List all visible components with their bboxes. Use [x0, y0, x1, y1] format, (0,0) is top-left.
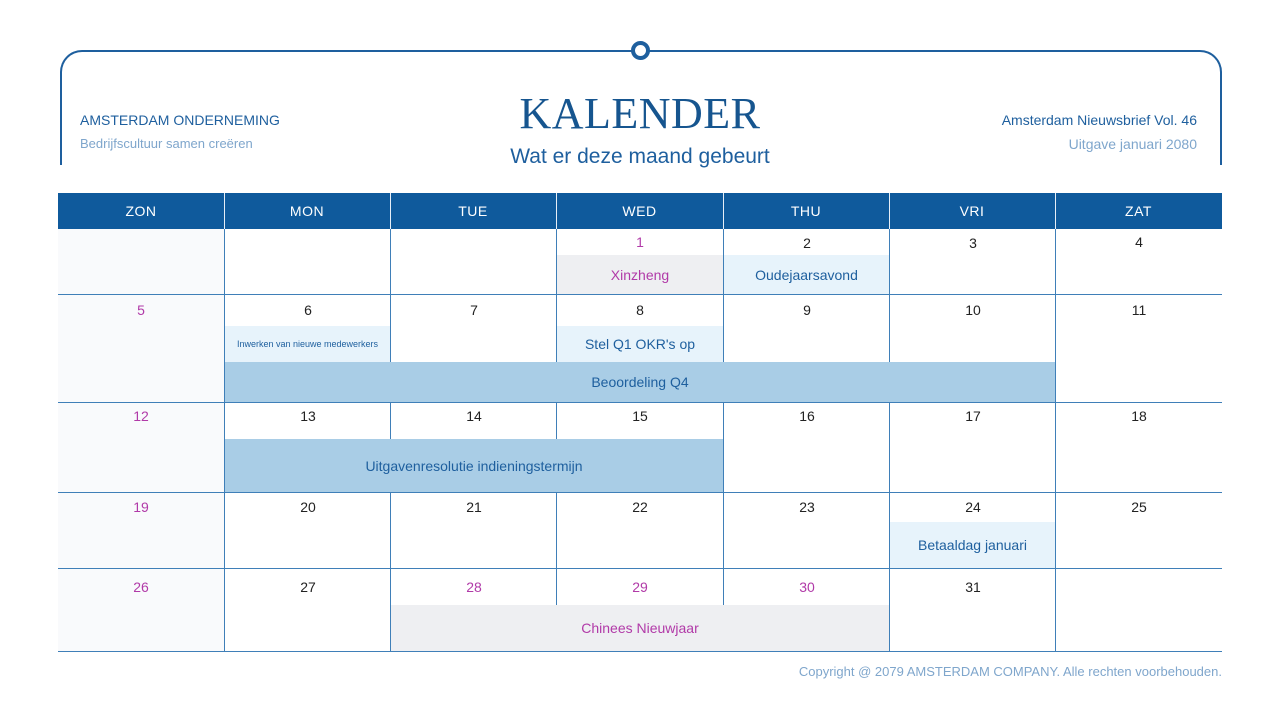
event-betaaldag[interactable]: Betaaldag januari [890, 522, 1055, 568]
day-number[interactable]: 1 [636, 234, 644, 250]
day-divider [390, 492, 391, 651]
weekday-header-tue: TUE [390, 193, 556, 229]
calendar-bottom-line [58, 651, 1222, 652]
day-number[interactable]: 11 [1131, 302, 1147, 318]
week-divider [58, 402, 1222, 403]
day-number[interactable]: 31 [965, 579, 981, 595]
day-number[interactable]: 5 [137, 302, 145, 318]
week-divider [58, 492, 1222, 493]
day-number[interactable]: 8 [636, 302, 644, 318]
event-chinees-nieuwjaar[interactable]: Chinees Nieuwjaar [391, 605, 889, 651]
day-number[interactable]: 24 [965, 499, 981, 515]
day-number[interactable]: 22 [632, 499, 648, 515]
day-number[interactable]: 29 [632, 579, 648, 595]
header-divider [556, 193, 557, 229]
weekday-header-thu: THU [723, 193, 889, 229]
day-number[interactable]: 18 [1131, 408, 1147, 424]
header-divider [224, 193, 225, 229]
event-inwerken[interactable]: Inwerken van nieuwe medewerkers [225, 326, 390, 362]
day-number[interactable]: 12 [133, 408, 149, 424]
week-divider [58, 568, 1222, 569]
weekday-header-vri: VRI [889, 193, 1055, 229]
header-divider [1055, 193, 1056, 229]
weekday-header-sun: ZON [58, 193, 224, 229]
day-number[interactable]: 10 [965, 302, 981, 318]
event-beoordeling[interactable]: Beoordeling Q4 [225, 362, 1055, 402]
company-name: AMSTERDAM ONDERNEMING [80, 112, 280, 128]
page-title: KALENDER [519, 89, 761, 138]
day-number[interactable]: 23 [799, 499, 815, 515]
header-divider [889, 193, 890, 229]
event-oudejaarsavond[interactable]: Oudejaarsavond [724, 255, 889, 294]
day-number[interactable]: 2 [803, 235, 811, 251]
day-divider [889, 402, 890, 651]
day-number[interactable]: 27 [300, 579, 316, 595]
ring-ornament-icon [631, 41, 650, 60]
company-tagline: Bedrijfscultuur samen creëren [80, 136, 253, 151]
day-number[interactable]: 6 [304, 302, 312, 318]
day-number[interactable]: 13 [300, 408, 316, 424]
week-divider [58, 294, 1222, 295]
day-number[interactable]: 9 [803, 302, 811, 318]
day-number[interactable]: 17 [965, 408, 981, 424]
weekday-header-wed: WED [556, 193, 723, 229]
day-number[interactable]: 26 [133, 579, 149, 595]
day-number[interactable]: 16 [799, 408, 815, 424]
day-number[interactable]: 14 [466, 408, 482, 424]
header-divider [723, 193, 724, 229]
day-divider [390, 229, 391, 362]
event-uitgaven[interactable]: Uitgavenresolutie indieningstermijn [225, 439, 723, 492]
page-subtitle: Wat er deze maand gebeurt [510, 145, 770, 168]
newsletter-volume: Amsterdam Nieuwsbrief Vol. 46 [1001, 112, 1197, 128]
day-number[interactable]: 3 [969, 235, 977, 251]
day-number[interactable]: 30 [799, 579, 815, 595]
day-number[interactable]: 7 [470, 302, 478, 318]
newsletter-issue: Uitgave januari 2080 [1068, 136, 1197, 152]
weekday-header-zat: ZAT [1055, 193, 1222, 229]
day-number[interactable]: 20 [300, 499, 316, 515]
weekday-header-mon: MON [224, 193, 390, 229]
day-number[interactable]: 4 [1135, 234, 1143, 250]
day-number[interactable]: 19 [133, 499, 149, 515]
copyright-notice: Copyright @ 2079 AMSTERDAM COMPANY. Alle rechten voorbehouden. [798, 664, 1222, 679]
header-divider [390, 193, 391, 229]
day-number[interactable]: 25 [1131, 499, 1147, 515]
event-xinzheng[interactable]: Xinzheng [557, 255, 723, 294]
event-okr[interactable]: Stel Q1 OKR's op [557, 326, 723, 362]
day-number[interactable]: 28 [466, 579, 482, 595]
day-number[interactable]: 15 [632, 408, 648, 424]
day-number[interactable]: 21 [466, 499, 482, 515]
